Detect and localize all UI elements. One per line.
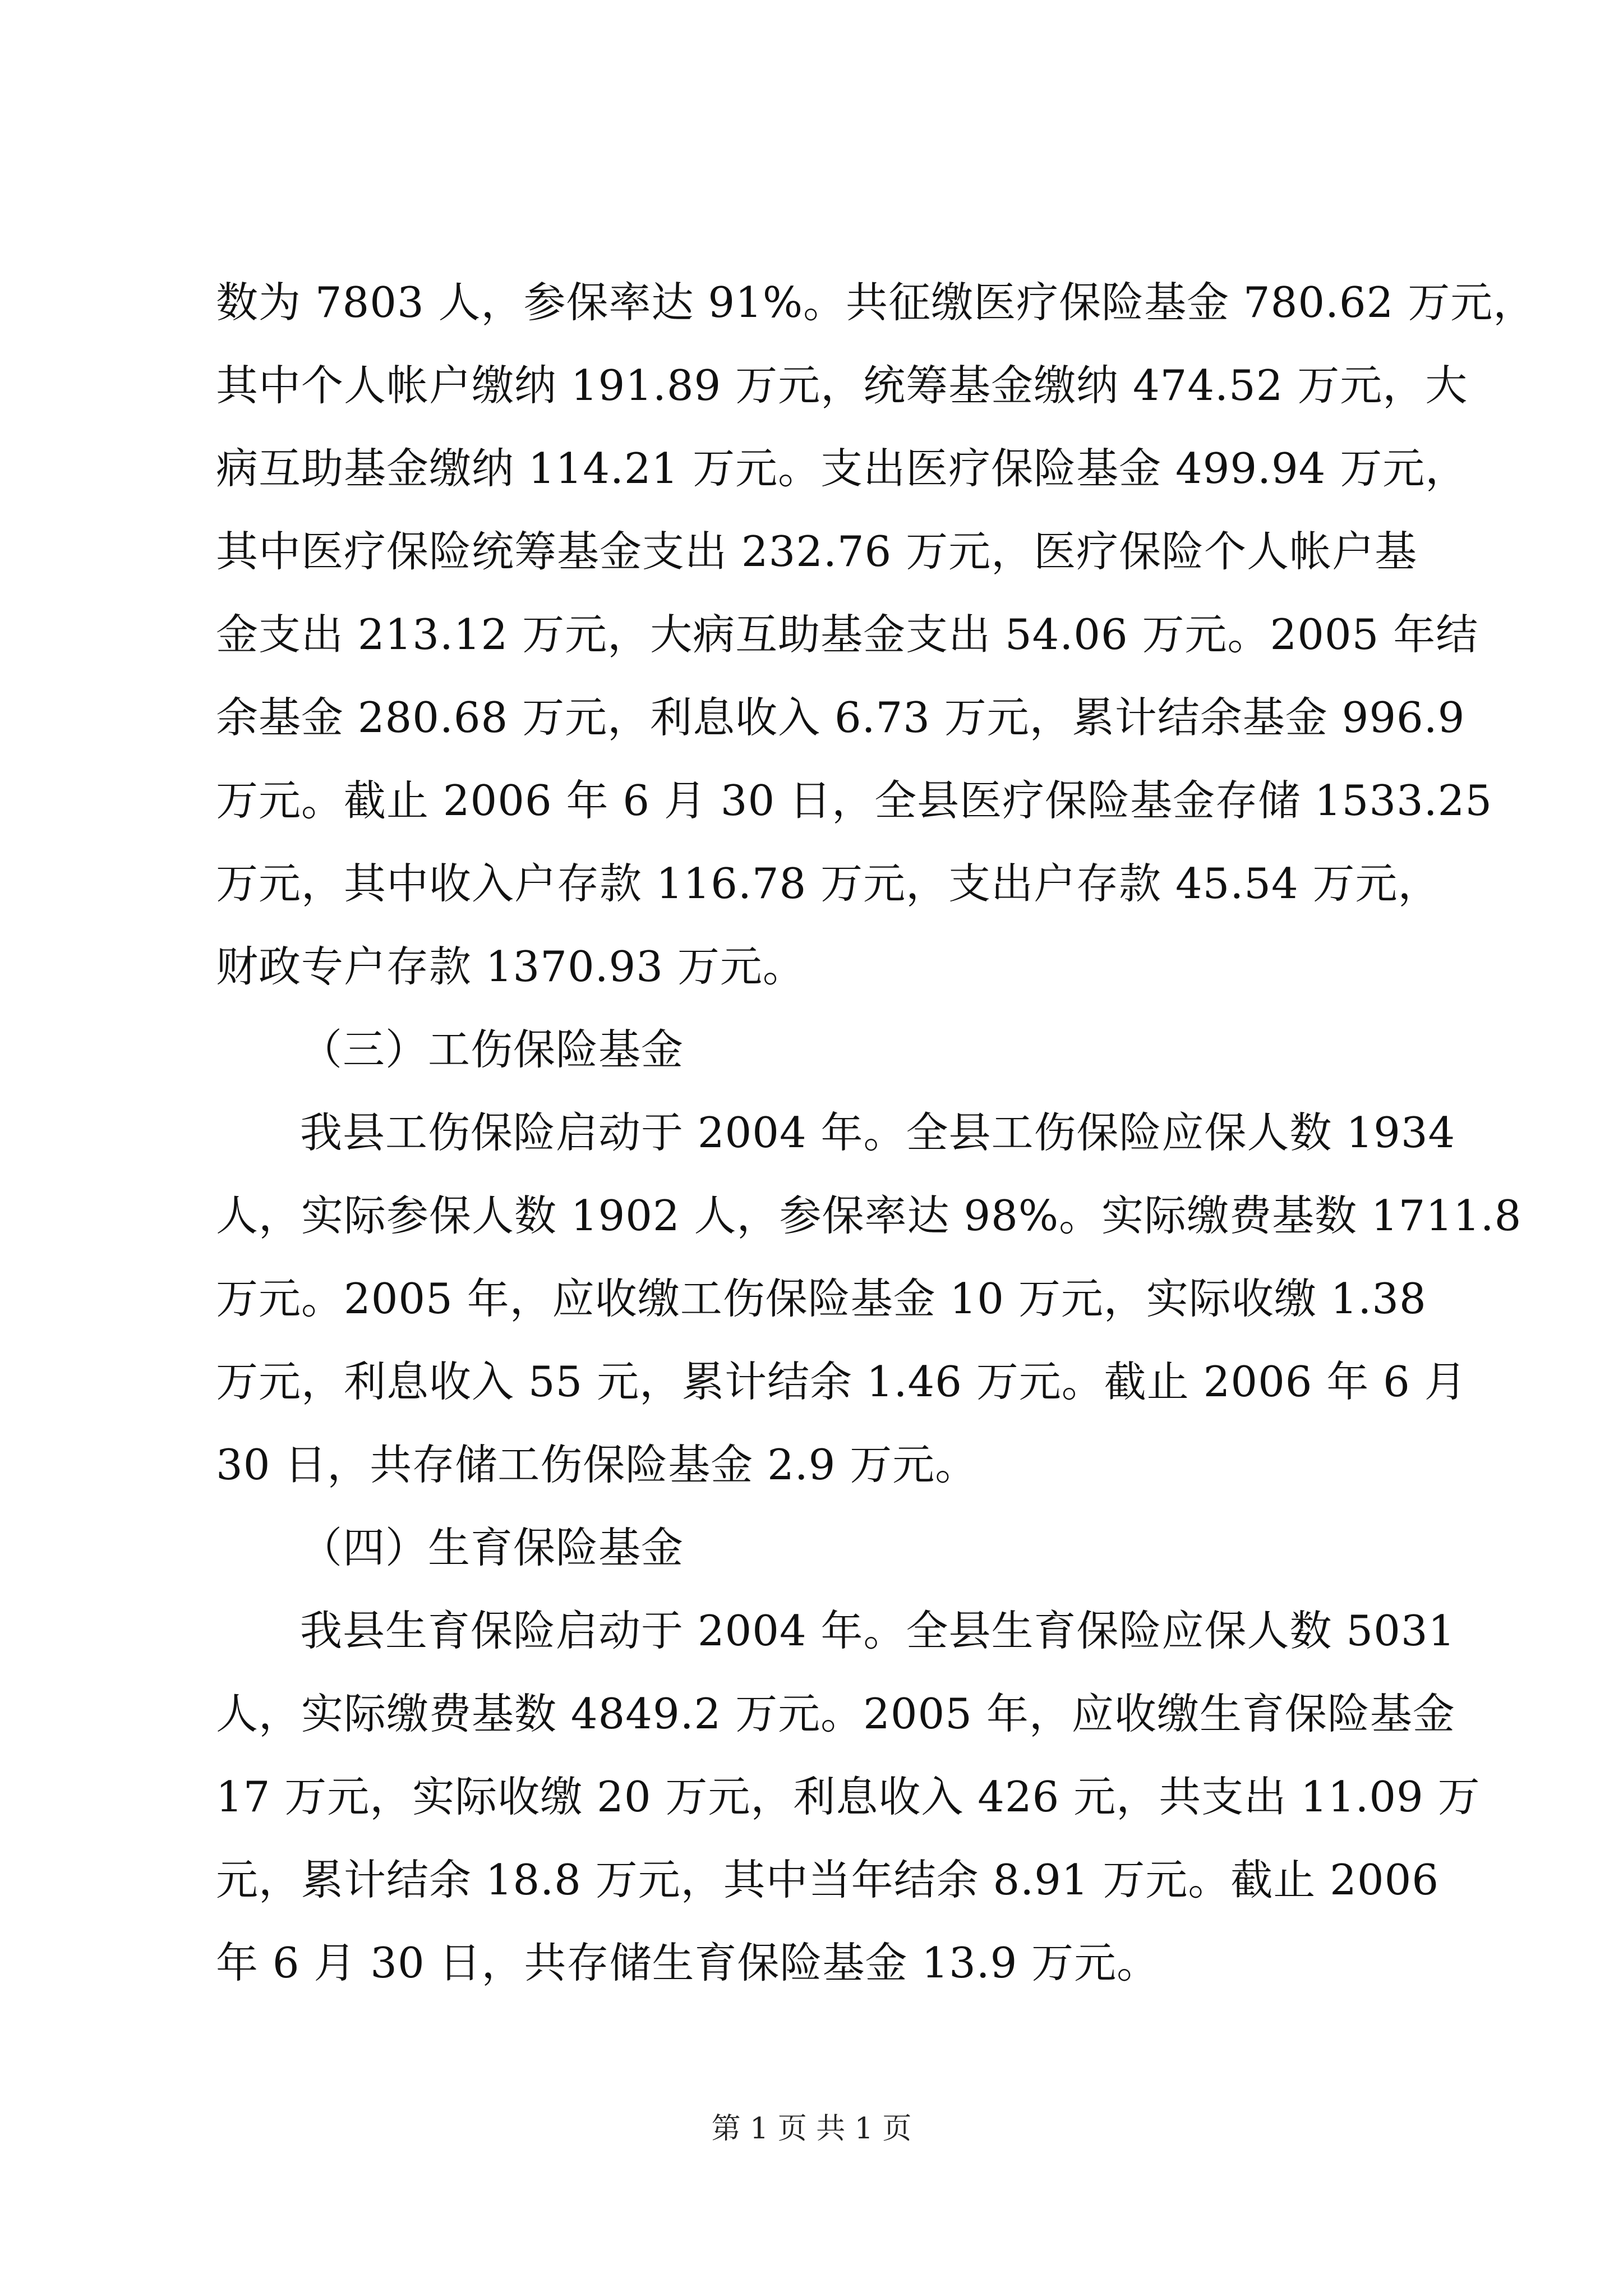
text-line: 金支出 213.12 万元，大病互助基金支出 54.06 万元。2005 年结 [216,610,1479,659]
text-line: 年 6 月 30 日，共存储生育保险基金 13.9 万元。 [216,1938,1160,1987]
page-footer: 第 1 页 共 1 页 [711,2112,912,2146]
text-line: 万元，利息收入 55 元，累计结余 1.46 万元。截止 2006 年 6 月 [216,1357,1467,1406]
text-line: 病互助基金缴纳 114.21 万元。支出医疗保险基金 499.94 万元， [216,444,1468,493]
section-heading-maternity: （四）生育保险基金 [300,1523,684,1572]
text-line: 17 万元，实际收缴 20 万元，利息收入 426 元，共支出 11.09 万 [216,1772,1481,1821]
paragraph-start-line: 我县工伤保险启动于 2004 年。全县工伤保险应保人数 1934 [300,1108,1456,1157]
text-line: 其中医疗保险统筹基金支出 232.76 万元，医疗保险个人帐户基 [216,527,1418,576]
text-line: 其中个人帐户缴纳 191.89 万元，统筹基金缴纳 474.52 万元，大 [216,361,1468,410]
text-line: 万元，其中收入户存款 116.78 万元，支出户存款 45.54 万元， [216,859,1441,908]
text-line: 30 日，共存储工伤保险基金 2.9 万元。 [216,1440,978,1489]
section-heading-work-injury: （三）工伤保险基金 [300,1025,684,1074]
text-line: 数为 7803 人，参保率达 91%。共征缴医疗保险基金 780.62 万元， [216,278,1536,327]
text-line: 人，实际缴费基数 4849.2 万元。2005 年，应收缴生育保险基金 [216,1689,1455,1738]
text-line: 万元。2005 年，应收缴工伤保险基金 10 万元，实际收缴 1.38 [216,1274,1427,1323]
document-body [216,261,1536,2004]
text-line: 财政专户存款 1370.93 万元。 [216,942,805,991]
text-line: 余基金 280.68 万元，利息收入 6.73 万元，累计结余基金 996.9 [216,693,1465,742]
text-line: 万元。截止 2006 年 6 月 30 日，全县医疗保险基金存储 1533.25 [216,776,1493,825]
text-line: 元，累计结余 18.8 万元，其中当年结余 8.91 万元。截止 2006 [216,1855,1440,1904]
paragraph-start-line: 我县生育保险启动于 2004 年。全县生育保险应保人数 5031 [300,1606,1456,1655]
text-line: 人，实际参保人数 1902 人，参保率达 98%。实际缴费基数 1711.8 [216,1191,1522,1240]
